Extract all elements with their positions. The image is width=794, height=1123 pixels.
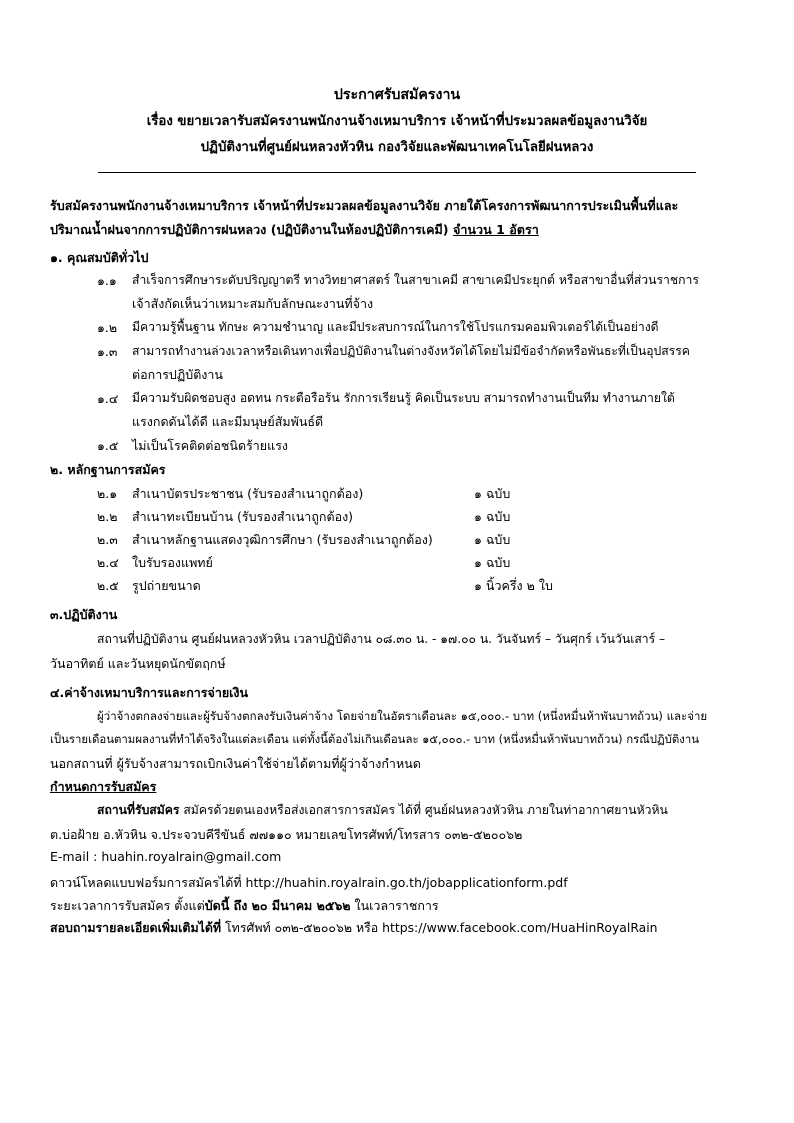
qual-4-line2: แรงกดดันได้ดี และมีมนุษย์สัมพันธ์ดี	[132, 414, 324, 429]
application-inquiry-label: สอบถามรายละเอียดเพิ่มเติมได้ที่	[50, 920, 222, 935]
section1-heading: ๑. คุณสมบัติทั่วไป	[50, 250, 149, 265]
section4-heading: ๔.ค่าจ้างเหมาบริการและการจ่ายเงิน	[50, 685, 249, 700]
intro-line1: รับสมัครงานพนักงานจ้างเหมาบริการ เจ้าหน้าที่ประมวลผลข้อมูลงานวิจัย ภายใต้โครงการพัฒนาการประเมินพื้นที่และ	[50, 198, 679, 213]
section3-heading: ๓.ปฏิบัติงาน	[50, 607, 118, 622]
qual-3-line2: ต่อการปฏิบัติงาน	[132, 367, 223, 382]
application-period	[50, 896, 439, 916]
application-period-prefix: ระยะเวลาการรับสมัคร ตั้งแต่	[50, 898, 205, 913]
application-place	[97, 801, 668, 820]
section4-line3: นอกสถานที่ ผู้รับจ้างสามารถเบิกเงินค่าใช้จ่ายได้ตามที่ผู้ว่าจ้างกำหนด	[50, 756, 421, 771]
intro-line2-text: ปริมาณน้ำฝนจากการปฏิบัติการฝนหลวง (ปฏิบัติงานในห้องปฏิบัติการเคมี)	[50, 222, 449, 237]
doc-5-num: ๒.๕	[97, 578, 119, 593]
section4-line1: ผู้ว่าจ้างตกลงจ่ายและผู้รับจ้างตกลงรับเงินค่าจ้าง โดยจ่ายในอัตราเดือนละ ๑๕,๐๐๐.- บาท (หนึ่งหมื่นห้าพันบาทถ้วน) และจ่าย	[97, 709, 708, 723]
doc-3-qty: ๑ ฉบับ	[474, 532, 511, 547]
application-period-suffix: ในเวลาราชการ	[350, 898, 439, 913]
application-period-dates: บัดนี้ ถึง ๒๐ มีนาคม ๒๕๖๒	[204, 898, 351, 913]
qual-2-num: ๑.๒	[97, 320, 118, 335]
qual-4-line1: มีความรับผิดชอบสูง อดทน กระตือรือร้น รักการเรียนรู้ คิดเป็นระบบ สามารถทำงานเป็นทีม ทำงานภายใต้	[132, 391, 675, 405]
application-download[interactable]: ดาวน์โหลดแบบฟอร์มการสมัครได้ที่ http://huahin.royalrain.go.th/jobapplicationform.pdf	[50, 875, 568, 890]
doc-4-qty: ๑ ฉบับ	[474, 555, 511, 570]
doc-1-num: ๒.๑	[97, 486, 118, 501]
doc-4-label: ใบรับรองแพทย์	[132, 555, 213, 570]
application-email[interactable]: E-mail : huahin.royalrain@gmail.com	[50, 849, 282, 864]
doc-1-label: สำเนาบัตรประชาชน (รับรองสำเนาถูกต้อง)	[132, 486, 364, 501]
section3-line2: วันอาทิตย์ และวันหยุดนักขัตฤกษ์	[50, 656, 226, 671]
doc-1-qty: ๑ ฉบับ	[474, 486, 511, 501]
qual-5-line1: ไม่เป็นโรคติดต่อชนิดร้ายแรง	[132, 438, 289, 453]
application-heading: กำหนดการรับสมัคร	[50, 779, 157, 794]
section3-line1: สถานที่ปฏิบัติงาน ศูนย์ฝนหลวงหัวหิน เวลาปฏิบัติงาน ๐๘.๓๐ น. - ๑๗.๐๐ น. วันจันทร์ – วันศุกร์ เว้นวันเสาร์ –	[97, 632, 666, 646]
header-divider	[98, 172, 696, 173]
qual-3-line1: สามารถทำงานล่วงเวลาหรือเดินทางเพื่อปฏิบัติงานในต่างจังหวัดได้โดยไม่มีข้อจำกัดหรือพันธะที่เป็นอุปสรรค	[132, 344, 690, 358]
doc-3-label: สำเนาหลักฐานแสดงวุฒิการศึกษา (รับรองสำเนาถูกต้อง)	[132, 532, 433, 547]
application-place-text: สมัครด้วยตนเองหรือส่งเอกสารการสมัคร ได้ที่ ศูนย์ฝนหลวงหัวหิน ภายในท่าอากาศยานหัวหิน	[179, 803, 668, 817]
intro-line2	[50, 220, 539, 240]
qual-1-line2: เจ้าสังกัดเห็นว่าเหมาะสมกับลักษณะงานที่จ้าง	[132, 296, 374, 311]
qual-5-num: ๑.๕	[97, 438, 119, 453]
application-inquiry-text[interactable]: โทรศัพท์ ๐๓๒-๕๒๐๐๖๒ หรือ https://www.facebook.com/HuaHinRoyalRain	[221, 920, 658, 935]
qual-3-num: ๑.๓	[97, 344, 118, 359]
doc-4-num: ๒.๔	[97, 555, 119, 570]
section4-line2: เป็นรายเดือนตามผลงานที่ทำได้จริงในแต่ละเดือน แต่ทั้งนี้ต้องไม่เกินเดือนละ ๑๕,๐๐๐.- บาท (หนึ่งหมื่นห้าพันบาทถ้วน) กรณีปฏิบัติงาน	[50, 732, 700, 746]
position-count: จำนวน 1 อัตรา	[452, 222, 539, 237]
page-subject-line2: ปฏิบัติงานที่ศูนย์ฝนหลวงหัวหิน กองวิจัยและพัฒนาเทคโนโลยีฝนหลวง	[200, 140, 594, 155]
doc-5-qty: ๑ นิ้วครึ่ง ๒ ใบ	[474, 578, 553, 593]
page-title: ประกาศรับสมัครงาน	[333, 87, 461, 103]
qual-1-line1: สำเร็จการศึกษาระดับปริญญาตรี ทางวิทยาศาสตร์ ในสาขาเคมี สาขาเคมีประยุกต์ หรือสาขาอื่นที่ส่วนราชการ	[132, 273, 699, 287]
section2-heading: ๒. หลักฐานการสมัคร	[50, 462, 166, 477]
doc-3-num: ๒.๓	[97, 532, 118, 547]
qual-2-line1: มีความรู้พื้นฐาน ทักษะ ความชำนาญ และมีประสบการณ์ในการใช้โปรแกรมคอมพิวเตอร์ได้เป็นอย่างดี	[132, 320, 659, 334]
application-inquiry	[50, 919, 658, 938]
application-address: ต.บ่อฝ้าย อ.หัวหิน จ.ประจวบคีรีขันธ์ ๗๗๑๑๐ หมายเลขโทรศัพท์/โทรสาร ๐๓๒-๕๒๐๐๖๒	[50, 827, 523, 842]
application-place-label: สถานที่รับสมัคร	[97, 803, 180, 817]
qual-4-num: ๑.๔	[97, 391, 119, 406]
qual-1-num: ๑.๑	[97, 273, 117, 288]
page-subject: เรื่อง ขยายเวลารับสมัครงานพนักงานจ้างเหมาบริการ เจ้าหน้าที่ประมวลผลข้อมูลงานวิจัย	[146, 114, 648, 129]
doc-5-label: รูปถ่ายขนาด	[132, 578, 201, 593]
doc-2-label: สำเนาทะเบียนบ้าน (รับรองสำเนาถูกต้อง)	[132, 509, 354, 524]
doc-2-num: ๒.๒	[97, 509, 118, 524]
doc-2-qty: ๑ ฉบับ	[474, 509, 511, 524]
